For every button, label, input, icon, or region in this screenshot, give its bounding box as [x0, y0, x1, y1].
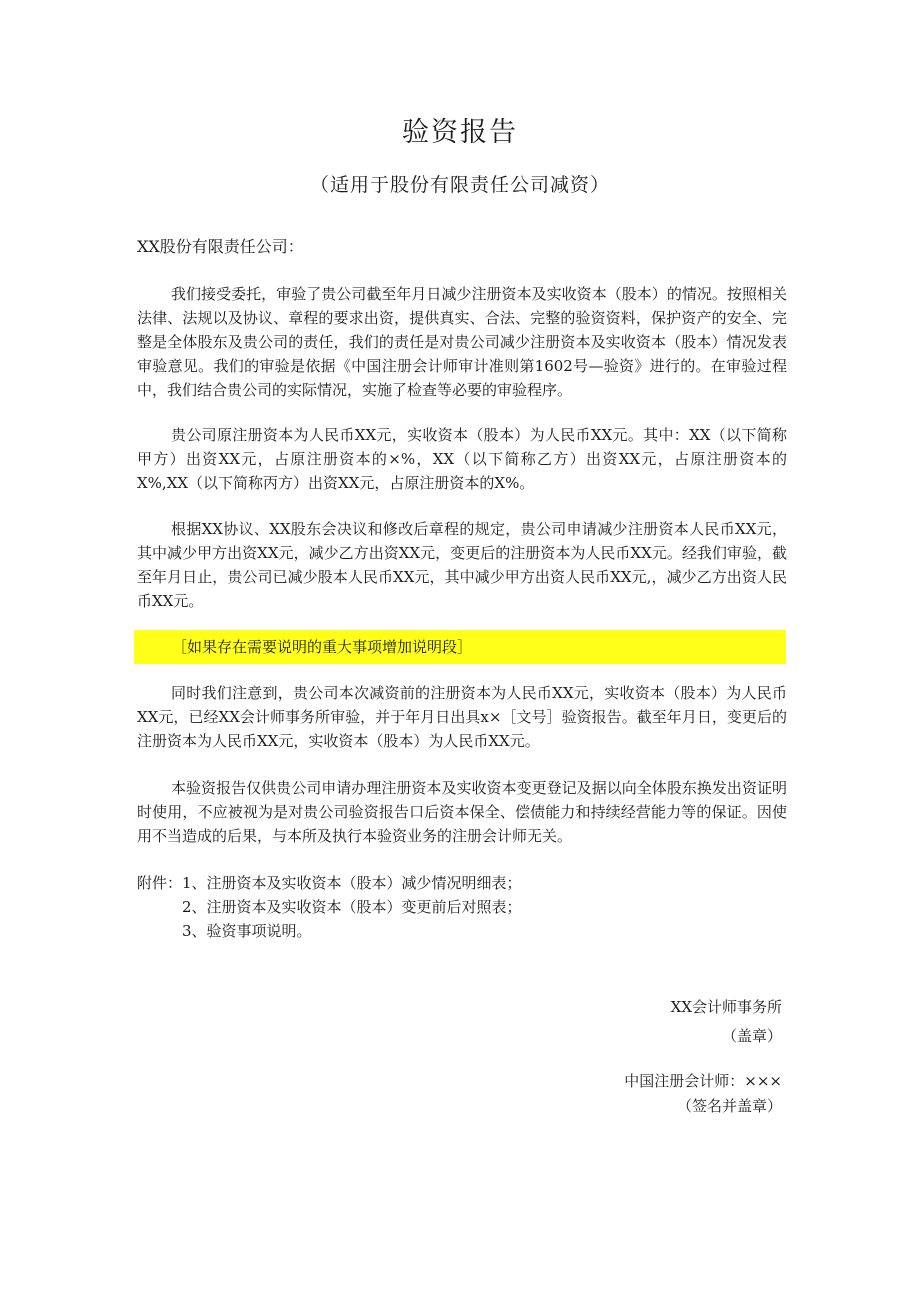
- document-subtitle: （适用于股份有限责任公司减资）: [309, 174, 610, 196]
- paragraph-engagement: 我们接受委托，审验了贵公司截至年月日减少注册资本及实收资本（股本）的情况。按照相关法律、法规以及协议、章程的要求出资，提供真实、合法、完整的验资资料，保护资产的安全、完整是全体股东及贵公司的责任，我们的责任是对贵公司减少注册资本及实收资本（股本）情况发表审验意见。我们的审验是依据《中国注册会计师审计准则第1602号—验资》进行的。在审验过程中，我们结合贵公司的实际情况，实施了检查等必要的审验程序。: [137, 285, 787, 399]
- paragraph-original-capital: 贵公司原注册资本为人民币XX元，实收资本（股本）为人民币XX元。其中：XX（以下简称甲方）出资XX元，占原注册资本的×%，XX（以下简称乙方）出资XX元，占原注册资本的X%,XX（以下简称丙方）出资XX元，占原注册资本的X%。: [137, 426, 787, 492]
- attachment-item: 2、注册资本及实收资本（股本）变更前后对照表；: [182, 898, 522, 916]
- paragraph-capital-reduction: 根据XX协议、XX股东会决议和修改后章程的规定，贵公司申请减少注册资本人民币XX元，其中减少甲方出资XX元，减少乙方出资XX元，变更后的注册资本为人民币XX元。经我们审验，截至年月日止，贵公司已减少股本人民币XX元，其中减少甲方出资人民币XX元,，减少乙方出资人民币XX元。: [137, 520, 787, 610]
- highlight-note: ［如果存在需要说明的重大事项增加说明段］: [172, 638, 473, 656]
- attachment-item: 3、验资事项说明。: [182, 922, 312, 940]
- salutation: XX股份有限责任公司：: [137, 237, 304, 256]
- paragraph-usage-limitation: 本验资报告仅供贵公司申请办理注册资本及实收资本变更登记及据以向全体股东换发出资证明时使用，不应被视为是对贵公司验资报告口后资本保全、偿债能力和持续经营能力等的保证。因使用不当造成的后果，与本所及执行本验资业务的注册会计师无关。: [137, 779, 787, 845]
- attachments-label: 附件：: [137, 874, 183, 892]
- signature-cpa: 中国注册会计师：×××: [624, 1072, 782, 1090]
- document-title: 验资报告: [402, 117, 518, 148]
- attachment-item: 1、注册资本及实收资本（股本）减少情况明细表；: [182, 874, 522, 892]
- paragraph-prior-verification: 同时我们注意到，贵公司本次减资前的注册资本为人民币XX元，实收资本（股本）为人民币XX元，已经XX会计师事务所审验，并于年月日出具x×［文号］验资报告。截至年月日，变更后的注册资本为人民币XX元，实收资本（股本）为人民币XX元。: [137, 684, 787, 750]
- signature-firm-seal: （盖章）: [721, 1027, 782, 1045]
- signature-cpa-sign: （签名并盖章）: [676, 1097, 782, 1115]
- signature-firm: XX会计师事务所: [670, 998, 782, 1016]
